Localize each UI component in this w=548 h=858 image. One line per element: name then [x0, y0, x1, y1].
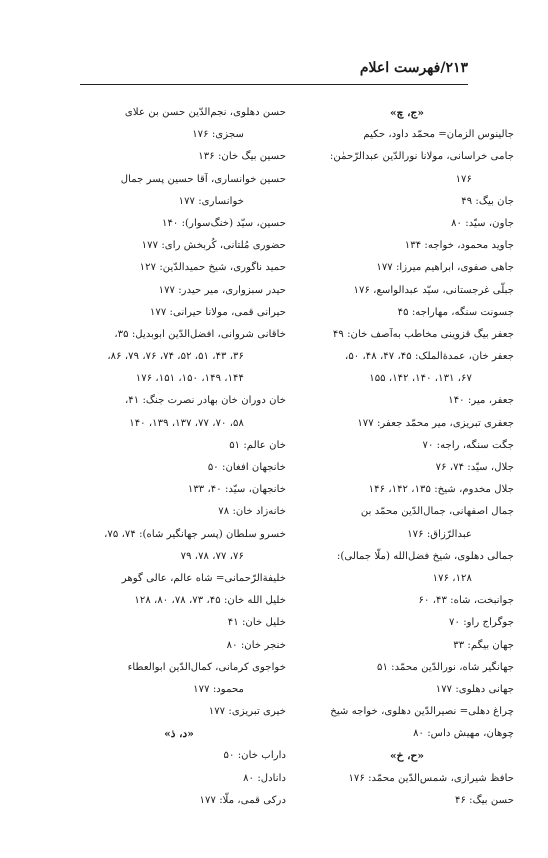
index-entry: حسن بیگ: ۴۶ [454, 794, 514, 806]
index-entry: حضوری مُلتانی، کُربخش رای: ۱۷۷ [141, 240, 286, 252]
index-entry-continuation: سجزی: ۱۷۶ [192, 129, 244, 141]
page-title: ۲۱۳/فهرست اعلام [359, 60, 468, 76]
index-entry-continuation: عبدالرّزاق: ۱۷۶ [407, 528, 472, 540]
index-entry: جاون، سیّد: ۸۰ [451, 217, 514, 229]
index-entry: خسرو سلطان (پسر جهانگیر شاه): ۷۴، ۷۵، [104, 528, 286, 540]
index-entry: حافظ شیرازی، شمس‌الدّین محمّد: ۱۷۶ [348, 772, 514, 784]
index-entry: جسونت سنگه، مهاراجه: ۴۵ [397, 306, 514, 318]
page-header [80, 60, 468, 84]
index-entry: حسین بیگ خان: ۱۳۶ [198, 151, 286, 163]
index-entry: جعفر خان، عمدةالملک: ۴۵، ۴۷، ۴۸، ۵۰، [345, 351, 514, 363]
index-entry: خواجوی کرمانی، کمال‌الدّین ابوالعطاء [127, 661, 286, 673]
index-entry: خانجهان افغان: ۵۰ [207, 462, 286, 473]
index-entry: حسن دهلوی، نجم‌الدّین حسن بن علای [124, 107, 286, 118]
index-entry-continuation: ۱۴۴، ۱۴۹، ۱۵۰، ۱۵۱، ۱۷۶ [135, 373, 244, 385]
index-entry: جلال مخدوم، شیخ: ۱۳۵، ۱۴۲، ۱۴۶ [368, 484, 514, 496]
index-entry: جاهی صفوی، ابراهیم میرزا: ۱۷۷ [376, 262, 514, 274]
index-entry: حسین، سیّد (خنگ‌سوار): ۱۴۰ [161, 217, 286, 229]
index-entry: حسین خوانساری، آقا حسین پسر جمال [120, 173, 286, 185]
index-entry-continuation: ۷۶، ۷۷، ۷۸، ۷۹ [180, 550, 244, 562]
section-letter-heading: «د، ذ» [164, 728, 194, 741]
index-entry: جان بیگ: ۴۹ [461, 195, 514, 207]
index-entry: جعفر بیگ قزوینی مخاطب به‌آصف خان: ۴۹ [332, 328, 514, 340]
index-entry-continuation: ۱۲۸، ۱۷۶ [432, 572, 472, 584]
index-entry: درکی قمی، ملّا: ۱۷۷ [199, 794, 286, 806]
index-entry: چراغ دهلی= نصیرالدّین دهلوی، خواجه شیخ [330, 706, 514, 718]
index-entry: جاوید محمود، خواجه: ۱۳۴ [404, 240, 514, 252]
index-column-left [72, 102, 286, 812]
index-entry: جالینوس الزمان= محمّد داود، حکیم [363, 129, 514, 141]
index-entry: خلیل خان: ۴۱ [227, 617, 286, 629]
index-entry: جوگراج راو: ۷۰ [449, 617, 514, 629]
index-entry-continuation: ۵۸، ۷۰، ۷۷، ۱۳۷، ۱۳۹، ۱۴۰ [129, 417, 244, 429]
index-entry: جمالی دهلوی، شیخ فضل‌الله (ملّا جمالی): [336, 550, 514, 562]
index-entry: جبلّی غرجستانی، سیّد عبدالواسع، ۱۷۶ [353, 284, 514, 296]
index-entry-continuation: خوانساری: ۱۷۷ [178, 195, 244, 207]
index-entry: خنجر خان: ۸۰ [226, 639, 286, 651]
index-entry-continuation: ۶۷، ۱۳۱، ۱۴۰، ۱۴۲، ۱۵۵ [369, 373, 472, 385]
index-entry: جهانگیر شاه، نورالدّین محمّد: ۵۱ [376, 661, 514, 673]
index-entry-continuation: محمود: ۱۷۷ [193, 683, 244, 695]
index-entry: حیرانی قمی، مولانا حیرانی: ۱۷۷ [149, 306, 286, 318]
index-entry: خان دوران خان بهادر نصرت جنگ: ۴۱، [124, 395, 286, 407]
index-entry: جعفری تبریزی، میر محمّد جعفر: ۱۷۷ [357, 417, 514, 429]
index-entry: جامی خراسانی، مولانا نورالدّین عبدالرّحمٰن: [329, 151, 514, 163]
section-letter-heading: «ح، خ» [389, 750, 425, 763]
header-rule [80, 84, 468, 85]
index-entry: دانادل: ۸۰ [243, 772, 286, 784]
index-entry: خان عالم: ۵۱ [229, 439, 286, 451]
index-entry: خلیفةالرّحمانی= شاه عالم، عالی گوهر [121, 572, 286, 584]
index-entry: چوهان، مهیش داس: ۸۰ [413, 728, 514, 740]
index-entry: خاقانی شروانی، افضل‌الدّین ابوبدیل: ۳۵، [114, 328, 286, 340]
index-entry: جهانی دهلوی: ۱۷۷ [435, 683, 514, 695]
index-entry: جگت سنگه، راجه: ۷۰ [422, 439, 514, 451]
index-entry: خانه‌زاد خان: ۷۸ [218, 506, 286, 518]
index-entry: خانجهان، سیّد: ۴۰، ۱۳۳ [187, 484, 286, 496]
section-letter-heading: «ج، چ» [389, 107, 425, 119]
index-entry: خلیل الله خان: ۴۵، ۷۳، ۷۸، ۸۰، ۱۲۸ [134, 595, 286, 607]
index-entry: داراب خان: ۵۰ [223, 750, 286, 762]
index-entry: خیری تبریزی: ۱۷۷ [208, 706, 286, 718]
index-entry: جعفر، میر: ۱۴۰ [448, 395, 514, 407]
index-entry: جوانبخت، شاه: ۴۳، ۶۰ [418, 595, 514, 607]
index-entry: جهان بیگم: ۳۳ [453, 639, 514, 651]
index-column-right [300, 102, 514, 812]
index-entry: حمید ناگوری، شیخ حمیدالدّین: ۱۲۷ [139, 262, 286, 274]
index-entry-continuation: ۳۶، ۴۳، ۵۱، ۵۲، ۷۴، ۷۶، ۷۹، ۸۶، [107, 351, 244, 363]
index-entry: جمال اصفهانی، جمال‌الدّین محمّد بن [360, 506, 514, 518]
index-entry: جلال، سیّد: ۷۴، ۷۶ [435, 462, 514, 473]
index-entry-continuation: ۱۷۶ [455, 173, 472, 185]
index-entry: حیدر سبزواری، میر حیدر: ۱۷۷ [158, 284, 286, 296]
